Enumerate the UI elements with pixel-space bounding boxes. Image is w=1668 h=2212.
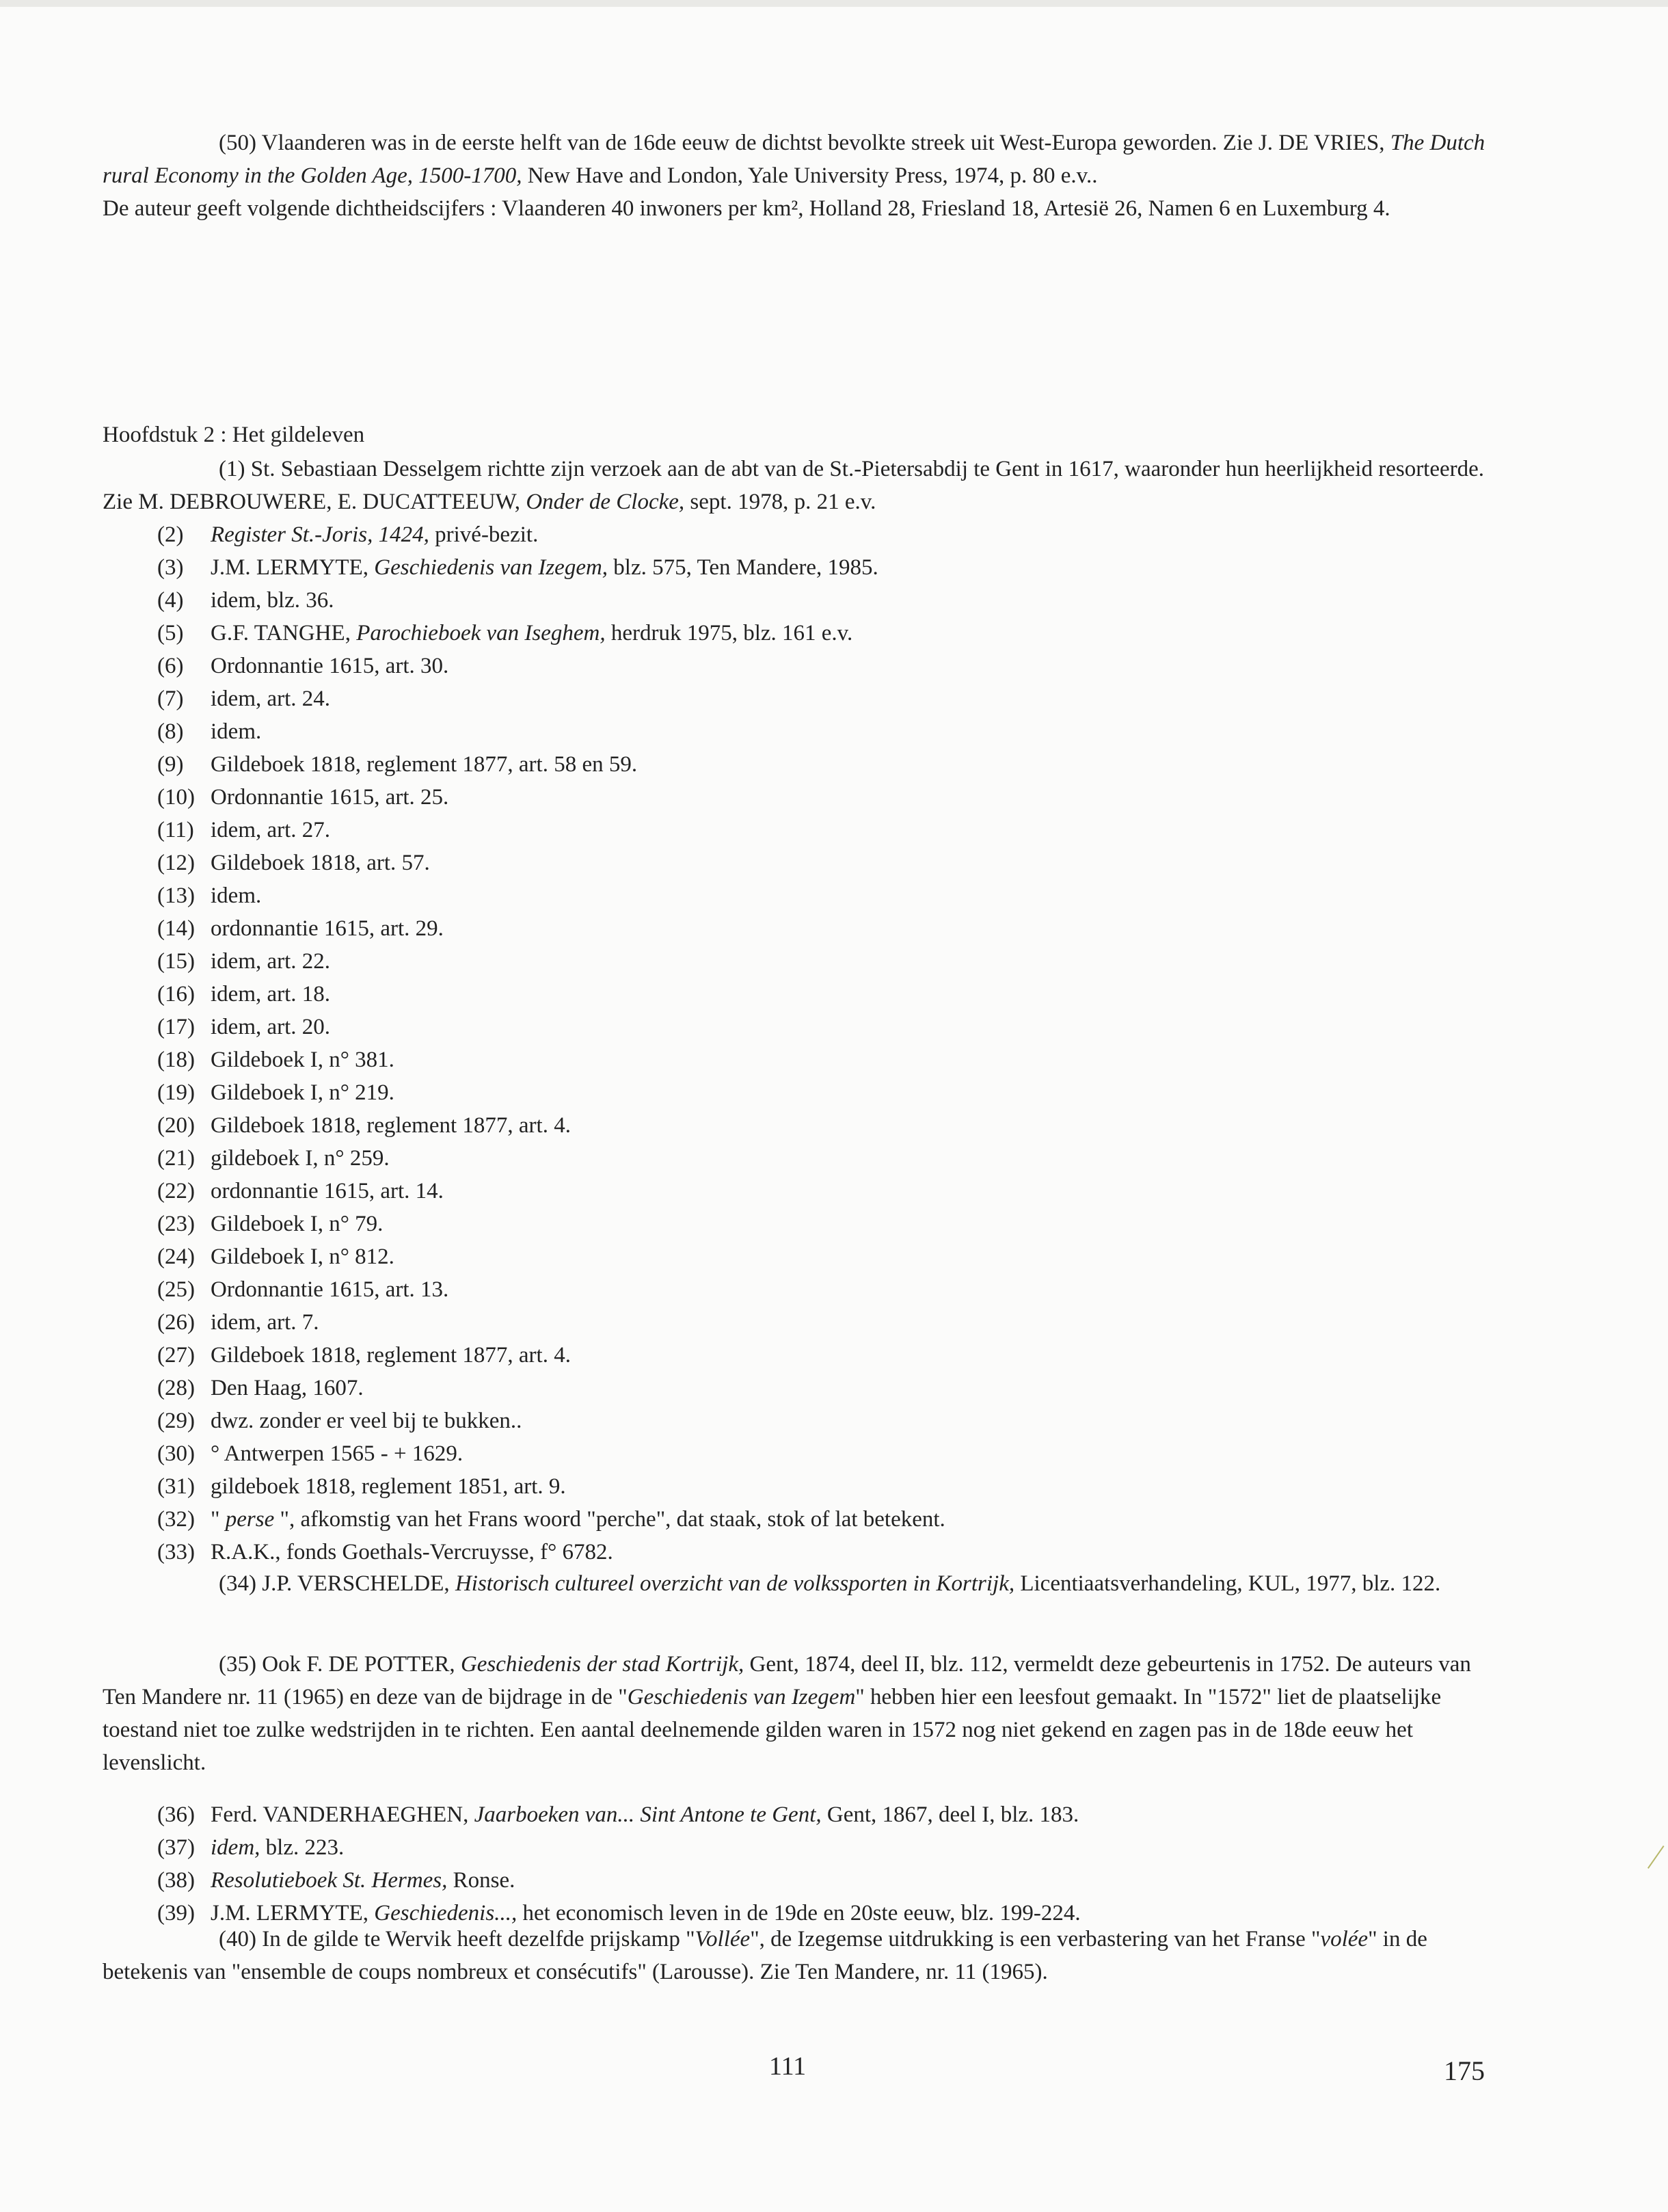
footnote-1 [103, 453, 1504, 518]
footnote-text: Vlaanderen was in de eerste helft van de 16de eeuw de dichtst bevolkte streek uit West-Europa geworden. [261, 131, 1218, 155]
footnote-text: blz. 575, Ten Mandere, 1985. [613, 555, 878, 580]
footnote-row [103, 1798, 1504, 1831]
footnote-row [103, 1437, 1504, 1470]
footnote-40 [103, 1923, 1504, 1988]
footnote-text: St. Sebastiaan Desselgem richtte zijn verzoek aan de abt van de St.-Pietersabdij te Gent in 1617, waaronder hun heerlijkheid resorteerde. Zie M. DEBROUWERE, E. DUCATTEEUW, [103, 457, 1485, 514]
footnote-number: (16) [157, 982, 195, 1007]
footnote-row [103, 1503, 1504, 1536]
footnote-row [103, 584, 1504, 617]
footnote-text: idem, art. 22. [211, 949, 331, 974]
footnote-text: ° Antwerpen 1565 - + 1629. [211, 1441, 463, 1466]
footnote-text: idem, blz. 36. [211, 588, 334, 613]
footnote-row [103, 1043, 1504, 1076]
footnote-row [103, 1831, 1504, 1864]
footnote-list-b [103, 1798, 1504, 1930]
footnote-text: privé-bezit. [435, 522, 539, 547]
footnote-row [103, 814, 1504, 847]
footnote-text: Zie J. DE VRIES, [1222, 131, 1385, 155]
footnote-text: Gent, 1874, deel II, blz. 112, vermeldt deze gebeurtenis in 1752. De auteurs van Ten Mandere nr. 11 (1965) en deze van de bijdrage in de " [103, 1652, 1471, 1709]
footnote-text: idem, art. 7. [211, 1310, 319, 1335]
footnote-row [103, 1208, 1504, 1240]
footnote-number: (18) [157, 1048, 195, 1072]
footnote-text: Gildeboek I, n° 381. [211, 1048, 394, 1072]
footnote-row [103, 1339, 1504, 1372]
footnote-number: (20) [157, 1113, 195, 1138]
margin-mark [1647, 1845, 1668, 1874]
footnote-number: (3) [157, 555, 184, 580]
chapter-heading-block [103, 418, 1504, 451]
footnote-text: Ook F. DE POTTER, [262, 1652, 455, 1677]
footnote-number: (2) [157, 522, 184, 547]
footnote-number: (24) [157, 1244, 195, 1269]
footnote-number: (38) [157, 1868, 195, 1893]
footnote-text: J.P. VERSCHELDE, [262, 1571, 450, 1596]
book-title: Geschiedenis..., [374, 1901, 517, 1925]
footnote-row [103, 1404, 1504, 1437]
footnote-number: (36) [157, 1802, 195, 1827]
footnote-text: Gildeboek I, n° 812. [211, 1244, 394, 1269]
footnote-row [103, 551, 1504, 584]
footnote-row [103, 912, 1504, 945]
footnote-text: Gildeboek 1818, reglement 1877, art. 4. [211, 1113, 571, 1138]
footnote-number: (26) [157, 1310, 195, 1335]
footnote-number: (10) [157, 785, 195, 810]
footnote-text: " in de betekenis van "ensemble de coups nombreux et consécutifs" (Larousse). Zie Ten Mandere, nr. 11 (1965). [103, 1927, 1427, 1984]
footnote-35 [103, 1648, 1504, 1779]
footnote-text: herdruk 1975, blz. 161 e.v. [610, 621, 853, 645]
footnote-text: " [211, 1507, 220, 1532]
footnote-text: blz. 223. [265, 1835, 345, 1860]
footnote-text: Ordonnantie 1615, art. 30. [211, 654, 449, 678]
inner-page-number: 111 [769, 2052, 807, 2081]
book-title: Parochieboek van Iseghem, [356, 621, 606, 645]
density-figures: De auteur geeft volgende dichtheidscijfers : Vlaanderen 40 inwoners per km², Holland 28, Friesland 18, Artesië 26, Namen 6 en Luxemburg 4. [103, 196, 1390, 221]
footnote-row [103, 1076, 1504, 1109]
footnote-number: (34) [219, 1571, 256, 1596]
footnote-number: (23) [157, 1212, 195, 1236]
footnote-text: Gent, 1867, deel I, blz. 183. [826, 1802, 1079, 1827]
footnote-number: (32) [157, 1507, 195, 1532]
footnote-number: (27) [157, 1343, 195, 1368]
book-title: idem, [211, 1835, 260, 1860]
footnote-text: gildeboek 1818, reglement 1851, art. 9. [211, 1474, 566, 1499]
footnote-number: (40) [219, 1927, 256, 1951]
book-title: Geschiedenis van Izegem [627, 1685, 856, 1709]
footnote-number: (19) [157, 1080, 195, 1105]
footnote-number: (28) [157, 1376, 195, 1400]
footnote-list [103, 518, 1504, 1569]
footnote-number: (33) [157, 1540, 195, 1564]
footnote-text: dwz. zonder er veel bij te bukken.. [211, 1409, 522, 1433]
footnote-row [103, 1306, 1504, 1339]
footnote-text: Gildeboek I, n° 79. [211, 1212, 384, 1236]
footnote-row [103, 1175, 1504, 1208]
footnote-text: " hebben hier een leesfout gemaakt. In "1572" liet de plaatselijke toestand niet toe zulke wedstrijden in te richten. Een aantal deelnemende gilden waren in 1572 nog niet gekend en zagen pas in de 18de eeuw het levenslicht. [103, 1685, 1442, 1775]
footnote-text: idem, art. 20. [211, 1015, 331, 1039]
footnote-number: (4) [157, 588, 184, 613]
footnote-number: (5) [157, 621, 184, 645]
book-title: Onder de Clocke, [526, 490, 685, 514]
footnote-row [103, 1109, 1504, 1142]
footnote-text: Ordonnantie 1615, art. 25. [211, 785, 449, 810]
footnote-50 [103, 126, 1504, 225]
footnote-number: (7) [157, 687, 184, 711]
footnote-text: Gildeboek I, n° 219. [211, 1080, 394, 1105]
footnote-number: (30) [157, 1441, 195, 1466]
footnote-number: (12) [157, 851, 195, 875]
footnote-number: (11) [157, 818, 194, 842]
footnote-text: idem, art. 27. [211, 818, 331, 842]
footnote-row [103, 847, 1504, 879]
book-title: perse [225, 1507, 275, 1532]
footnote-number: (50) [219, 131, 256, 155]
footnote-text: ", de Izegemse uitdrukking is een verbastering van het Franse " [750, 1927, 1321, 1951]
footnote-text: J.M. LERMYTE, [211, 1901, 368, 1925]
book-title: The Dutch rural Economy in the Golden Age, 1500-1700, [103, 131, 1485, 188]
footnote-number: (13) [157, 883, 195, 908]
footnote-row [103, 748, 1504, 781]
footnote-row [103, 1142, 1504, 1175]
footnote-number: (37) [157, 1835, 195, 1860]
footnote-text: Gildeboek 1818, art. 57. [211, 851, 430, 875]
footnote-row [103, 945, 1504, 978]
book-title: Resolutieboek St. Hermes, [211, 1868, 448, 1893]
footnote-row [103, 1240, 1504, 1273]
footnote-text: G.F. TANGHE, [211, 621, 351, 645]
footnote-row [103, 781, 1504, 814]
footnote-row [103, 1011, 1504, 1043]
footnote-number: (14) [157, 916, 195, 941]
footnote-number: (25) [157, 1277, 195, 1302]
footnote-number: (31) [157, 1474, 195, 1499]
book-title: Geschiedenis van Izegem, [374, 555, 608, 580]
footnote-row [103, 1470, 1504, 1503]
page-number: 175 [1444, 2055, 1485, 2086]
footnote-number: (21) [157, 1146, 195, 1171]
footnote-row [103, 1273, 1504, 1306]
footnote-number: (8) [157, 719, 184, 744]
top-edge-shadow [0, 0, 1668, 7]
footnote-row [103, 879, 1504, 912]
footnote-text: ordonnantie 1615, art. 29. [211, 916, 444, 941]
footnote-text: idem. [211, 719, 262, 744]
footnote-number: (9) [157, 752, 184, 777]
footnote-row [103, 715, 1504, 748]
book-title: Register St.-Joris, 1424, [211, 522, 429, 547]
footnote-text: Ferd. VANDERHAEGHEN, [211, 1802, 469, 1827]
footnote-number: (39) [157, 1901, 195, 1925]
footnote-34 [103, 1567, 1504, 1600]
footnote-text: idem. [211, 883, 262, 908]
footnote-number: (6) [157, 654, 184, 678]
emphasis-word: Vollée [695, 1927, 751, 1951]
footnote-number: (22) [157, 1179, 195, 1203]
book-title: Historisch cultureel overzicht van de volkssporten in Kortrijk, [455, 1571, 1015, 1596]
emphasis-word: volée [1320, 1927, 1369, 1951]
book-title: Geschiedenis der stad Kortrijk, [460, 1652, 744, 1677]
chapter-heading: Hoofdstuk 2 : Het gildeleven [103, 423, 365, 447]
footnote-row [103, 978, 1504, 1011]
footnote-number: (17) [157, 1015, 195, 1039]
footnote-row [103, 1864, 1504, 1897]
footnote-text: In de gilde te Wervik heeft dezelfde prijskamp " [262, 1927, 695, 1951]
footnote-text: J.M. LERMYTE, [211, 555, 368, 580]
footnote-text: Ronse. [453, 1868, 515, 1893]
footnote-text: ", afkomstig van het Frans woord "perche", dat staak, stok of lat betekent. [280, 1507, 945, 1532]
footnote-number: (1) [219, 457, 245, 481]
footnote-text: het economisch leven in de 19de en 20ste eeuw, blz. 199-224. [522, 1901, 1081, 1925]
footnote-text: idem, art. 24. [211, 687, 331, 711]
footnote-row [103, 617, 1504, 650]
footnote-text: idem, art. 18. [211, 982, 331, 1007]
footnote-text: gildeboek I, n° 259. [211, 1146, 390, 1171]
footnote-text: Gildeboek 1818, reglement 1877, art. 4. [211, 1343, 571, 1368]
footnote-row [103, 682, 1504, 715]
footnote-text: Licentiaatsverhandeling, KUL, 1977, blz. 122. [1020, 1571, 1441, 1596]
footnote-text: Gildeboek 1818, reglement 1877, art. 58 en 59. [211, 752, 638, 777]
footnote-text: ordonnantie 1615, art. 14. [211, 1179, 444, 1203]
footnote-number: (29) [157, 1409, 195, 1433]
footnote-row [103, 518, 1504, 551]
book-title: Jaarboeken van... Sint Antone te Gent, [474, 1802, 822, 1827]
footnote-number: (35) [219, 1652, 256, 1677]
footnote-row [103, 1372, 1504, 1404]
footnote-text: sept. 1978, p. 21 e.v. [690, 490, 876, 514]
footnote-text: New Have and London, Yale University Press, 1974, p. 80 e.v.. [527, 163, 1098, 188]
footnote-number: (15) [157, 949, 195, 974]
footnote-text: R.A.K., fonds Goethals-Vercruysse, f° 6782. [211, 1540, 613, 1564]
footnote-row [103, 650, 1504, 682]
footnote-row [103, 1536, 1504, 1569]
footnote-text: Ordonnantie 1615, art. 13. [211, 1277, 449, 1302]
footnote-text: Den Haag, 1607. [211, 1376, 364, 1400]
